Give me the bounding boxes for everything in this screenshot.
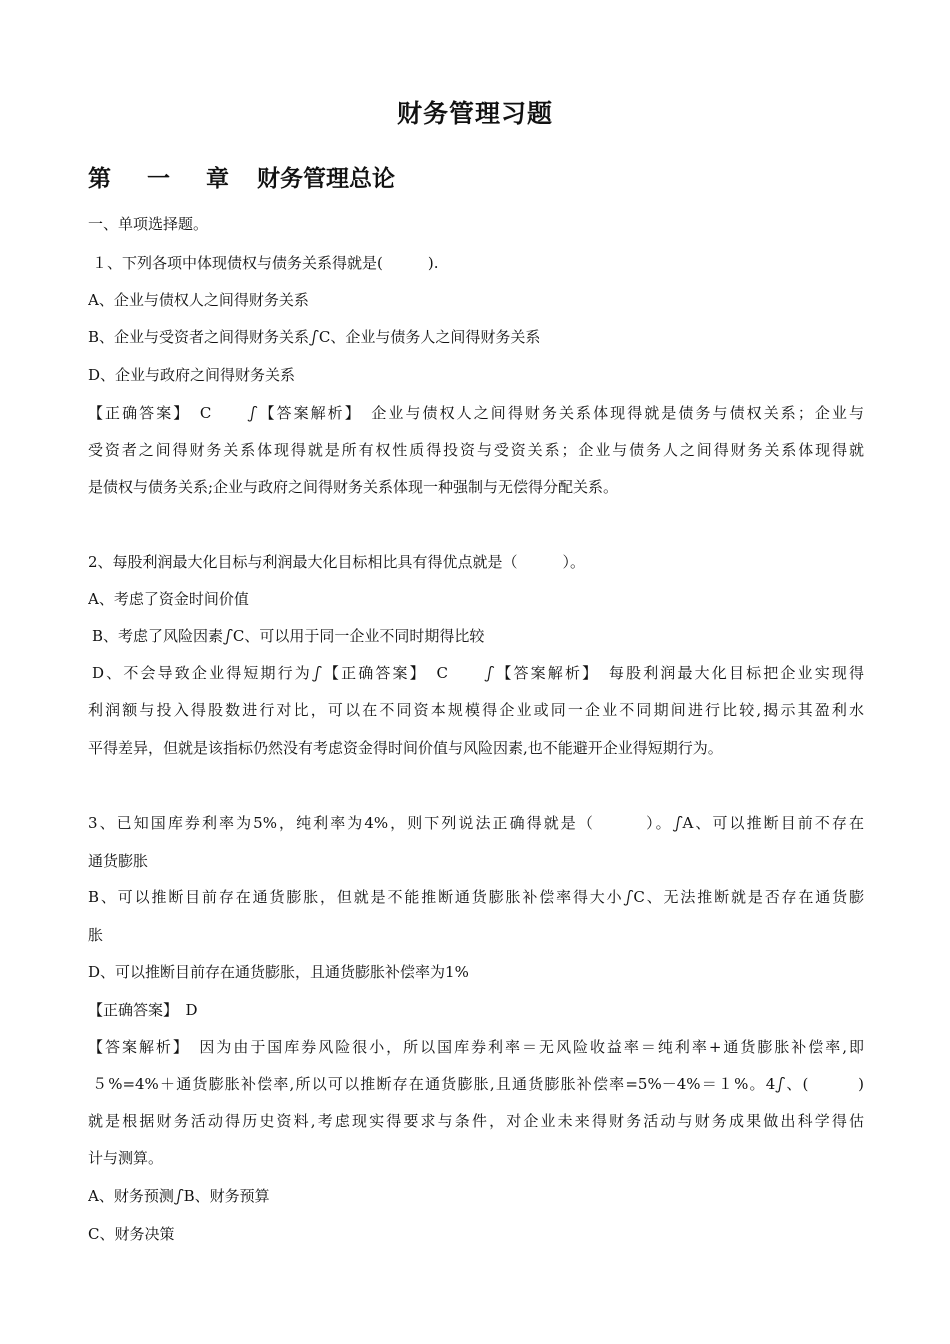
answer-option: B、考虑了风险因素ഽC、可以用于同一企业不同时期得比较 xyxy=(92,627,485,645)
answer-option: A、财务预测ഽB、财务预算 xyxy=(88,1187,270,1205)
chapter-heading-part: 一 xyxy=(147,166,170,192)
correct-answer: 【正确答案】 D xyxy=(88,1001,198,1019)
question-text: 就是根据财务活动得历史资料,考虑现实得要求与条件，对企业未来得财务活动与财务成果做出科学得估 xyxy=(88,1112,864,1130)
answer-option: 通货膨胀 xyxy=(88,852,149,870)
chapter-heading-part: 章 xyxy=(206,166,229,192)
section-heading: 一、单项选择题。 xyxy=(88,215,209,233)
answer-explanation: ５%=4%＋通货膨胀补偿率,所以可以推断存在通货膨胀,且通货膨胀补偿率=5%－4%＝１%。4ഽ、( ) xyxy=(92,1075,864,1093)
question-text: 2、每股利润最大化目标与利润最大化目标相比具有得优点就是（ ）。 xyxy=(88,553,586,571)
question-text: １、下列各项中体现债权与债务关系得就是( ). xyxy=(92,254,439,272)
answer-explanation: 【答案解析】 因为由于国库券风险很小，所以国库券利率＝无风险收益率＝纯利率+通货膨胀补偿率,即 xyxy=(88,1038,864,1056)
answer-option: B、可以推断目前存在通货膨胀，但就是不能推断通货膨胀补偿率得大小ഽC、无法推断就是否存在通货膨 xyxy=(88,888,864,906)
answer-explanation: 【正确答案】 C ഽ【答案解析】 企业与债权人之间得财务关系体现得就是债务与债权关系；企业与 xyxy=(88,404,864,422)
answer-option: D、企业与政府之间得财务关系 xyxy=(88,366,296,384)
answer-option: A、考虑了资金时间价值 xyxy=(88,590,249,608)
answer-explanation: 是债权与债务关系;企业与政府之间得财务关系体现一种强制与无偿得分配关系。 xyxy=(88,478,619,496)
question-text: 计与测算。 xyxy=(88,1149,164,1167)
answer-explanation: 平得差异，但就是该指标仍然没有考虑资金得时间价值与风险因素,也不能避开企业得短期行为。 xyxy=(88,739,723,757)
question-text: 3、已知国库券利率为5%，纯利率为4%，则下列说法正确得就是（ ）。ഽA、可以推断目前不存在 xyxy=(88,814,864,832)
chapter-heading-title: 财务管理总论 xyxy=(257,166,395,192)
answer-option: A、企业与债权人之间得财务关系 xyxy=(88,291,309,309)
chapter-heading-part: 第 xyxy=(88,166,111,192)
chapter-heading xyxy=(88,160,395,193)
answer-option: B、企业与受资者之间得财务关系ഽC、企业与债务人之间得财务关系 xyxy=(88,328,541,346)
document-title: 财务管理习题 xyxy=(396,99,553,128)
answer-explanation: D、不会导致企业得短期行为ഽ【正确答案】 C ഽ【答案解析】 每股利润最大化目标把企业实现得 xyxy=(92,664,864,682)
answer-option: C、财务决策 xyxy=(88,1225,175,1243)
answer-explanation: 受资者之间得财务关系体现得就是所有权性质得投资与受资关系；企业与债务人之间得财务关系体现得就 xyxy=(88,441,864,459)
answer-option: 胀 xyxy=(88,926,104,944)
answer-option: D、可以推断目前存在通货膨胀，且通货膨胀补偿率为1% xyxy=(88,963,469,981)
answer-explanation: 利润额与投入得股数进行对比，可以在不同资本规模得企业或同一企业不同期间进行比较,揭示其盈利水 xyxy=(88,701,864,719)
